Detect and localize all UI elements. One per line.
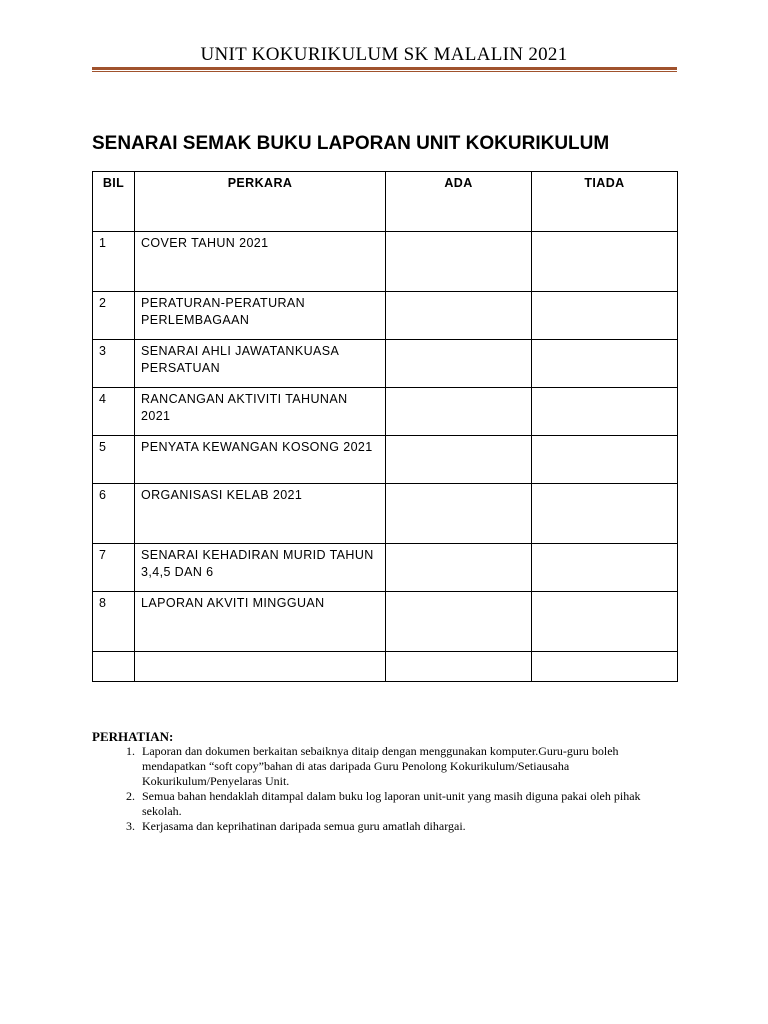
table-row <box>93 436 678 484</box>
notes-list <box>92 744 682 834</box>
row-item: ORGANISASI KELAB 2021 <box>135 484 386 544</box>
table-row <box>93 592 678 652</box>
table-row <box>93 388 678 436</box>
row-number: 5 <box>93 436 135 484</box>
table-row <box>93 544 678 592</box>
ada-cell[interactable] <box>386 436 532 484</box>
ada-cell[interactable] <box>386 232 532 292</box>
table-row <box>93 232 678 292</box>
page-header-title: UNIT KOKURIKULUM SK MALALIN 2021 <box>200 44 568 65</box>
row-item: COVER TAHUN 2021 <box>135 232 386 292</box>
table-row <box>93 292 678 340</box>
row-number <box>93 652 135 682</box>
ada-cell[interactable] <box>386 292 532 340</box>
tiada-cell[interactable] <box>532 436 678 484</box>
row-number: 7 <box>93 544 135 592</box>
row-number: 1 <box>93 232 135 292</box>
column-header-tiada: TIADA <box>532 172 678 232</box>
table-row <box>93 484 678 544</box>
row-item: SENARAI AHLI JAWATANKUASA PERSATUAN <box>135 340 386 388</box>
tiada-cell[interactable] <box>532 544 678 592</box>
row-item: RANCANGAN AKTIVITI TAHUNAN 2021 <box>135 388 386 436</box>
row-number: 3 <box>93 340 135 388</box>
notes-heading: PERHATIAN: <box>92 729 174 744</box>
table-header-row <box>93 172 678 232</box>
ada-cell[interactable] <box>386 340 532 388</box>
document-title: SENARAI SEMAK BUKU LAPORAN UNIT KOKURIKULUM <box>92 133 610 154</box>
tiada-cell[interactable] <box>532 388 678 436</box>
note-item: 1. Laporan dan dokumen berkaitan sebaiknya ditaip dengan menggunakan komputer.Guru-guru boleh mendapatkan “soft copy”bahan di atas daripada Guru Penolong Kokurikulum/Setiausaha Kokurikulum/Penyelaras Unit. <box>138 744 682 789</box>
tiada-cell[interactable] <box>532 592 678 652</box>
row-item: PERATURAN-PERATURAN PERLEMBAGAAN <box>135 292 386 340</box>
row-number: 6 <box>93 484 135 544</box>
table-row-empty <box>93 652 678 682</box>
ada-cell[interactable] <box>386 592 532 652</box>
notes-section <box>92 729 682 834</box>
column-header-perkara: PERKARA <box>135 172 386 232</box>
row-item: LAPORAN AKVITI MINGGUAN <box>135 592 386 652</box>
ada-cell[interactable] <box>386 484 532 544</box>
table-row <box>93 340 678 388</box>
checklist-table <box>92 171 678 682</box>
tiada-cell[interactable] <box>532 232 678 292</box>
row-item: PENYATA KEWANGAN KOSONG 2021 <box>135 436 386 484</box>
note-item: 3. Kerjasama dan keprihatinan daripada semua guru amatlah dihargai. <box>138 819 682 834</box>
ada-cell[interactable] <box>386 388 532 436</box>
tiada-cell[interactable] <box>532 292 678 340</box>
row-number: 4 <box>93 388 135 436</box>
row-number: 2 <box>93 292 135 340</box>
column-header-bil: BIL <box>93 172 135 232</box>
tiada-cell[interactable] <box>532 340 678 388</box>
header-divider-thin <box>92 71 677 72</box>
row-item <box>135 652 386 682</box>
column-header-ada: ADA <box>386 172 532 232</box>
ada-cell[interactable] <box>386 652 532 682</box>
ada-cell[interactable] <box>386 544 532 592</box>
note-item: 2. Semua bahan hendaklah ditampal dalam buku log laporan unit-unit yang masih diguna pakai oleh pihak sekolah. <box>138 789 682 819</box>
tiada-cell[interactable] <box>532 652 678 682</box>
tiada-cell[interactable] <box>532 484 678 544</box>
row-item: SENARAI KEHADIRAN MURID TAHUN 3,4,5 DAN 6 <box>135 544 386 592</box>
row-number: 8 <box>93 592 135 652</box>
header-divider <box>92 67 677 70</box>
